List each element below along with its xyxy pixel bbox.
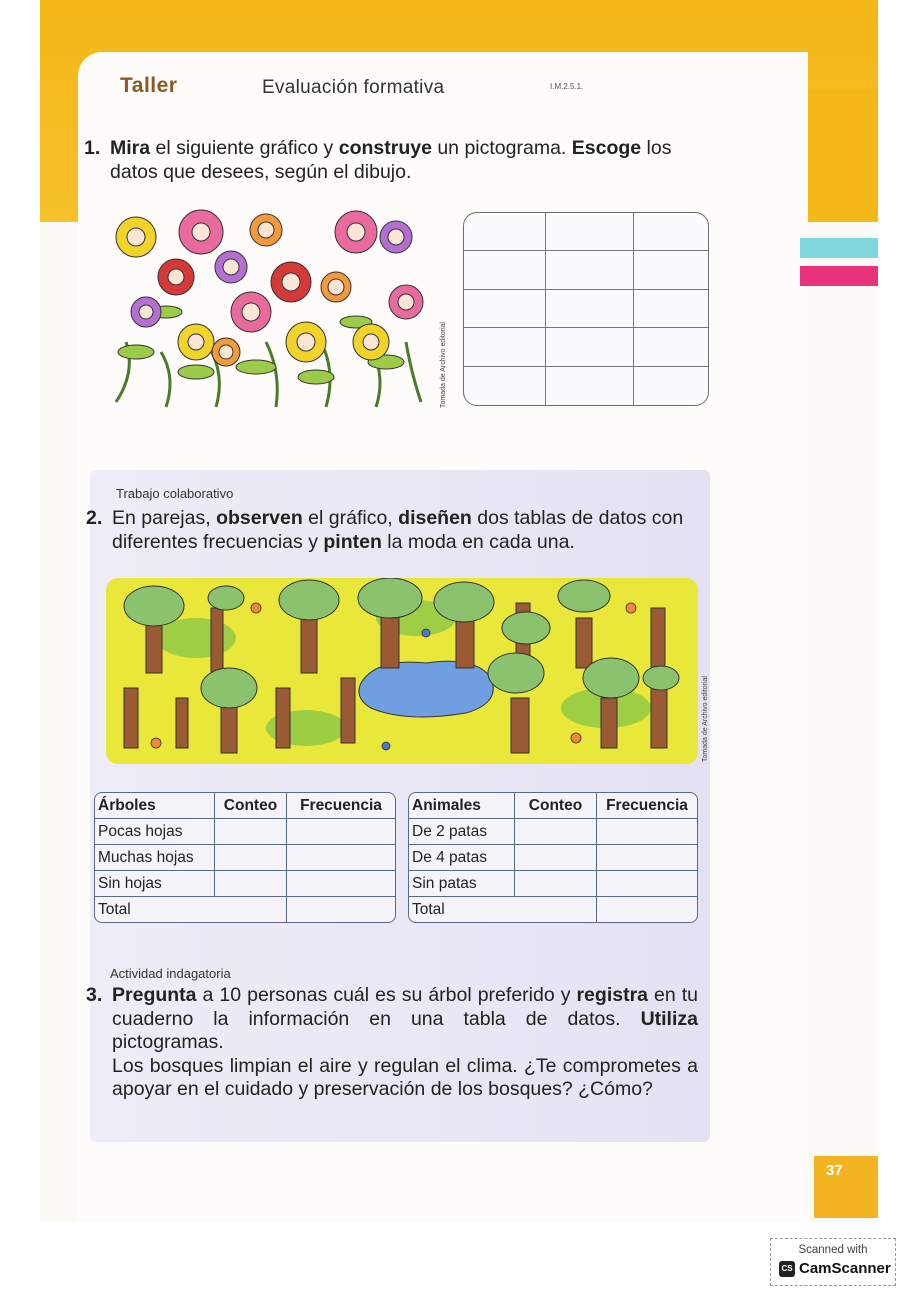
table-header: Conteo: [215, 793, 287, 819]
row-label: Sin patas: [409, 871, 515, 897]
grid-cell[interactable]: [464, 328, 546, 366]
table-row: [95, 819, 395, 845]
table-total-row: [95, 897, 395, 922]
grid-cell[interactable]: [546, 290, 634, 328]
grid-cell[interactable]: [546, 328, 634, 366]
cyan-side-tab: [800, 238, 878, 258]
tally-cell[interactable]: [515, 871, 597, 897]
total-label: Total: [95, 897, 287, 922]
table-header: Frecuencia: [287, 793, 395, 819]
pink-side-tab: [800, 266, 878, 286]
right-yellow-strip: [808, 90, 878, 222]
table-header: Animales: [409, 793, 515, 819]
section-label-collaborative: Trabajo colaborativo: [116, 486, 234, 501]
tally-cell[interactable]: [215, 871, 287, 897]
grid-cell[interactable]: [634, 251, 708, 289]
image-credit: Tomada de Archivo editorial: [440, 322, 447, 408]
grid-cell[interactable]: [546, 213, 634, 251]
tally-cell[interactable]: [515, 845, 597, 871]
frequency-cell[interactable]: [287, 871, 395, 897]
animals-table: [408, 792, 698, 923]
table-header: Conteo: [515, 793, 597, 819]
grid-cell[interactable]: [464, 367, 546, 405]
trees-table: [94, 792, 396, 923]
table-header-row: [409, 793, 697, 819]
row-label: De 2 patas: [409, 819, 515, 845]
row-label: Sin hojas: [95, 871, 215, 897]
tab-evaluacion-label: Evaluación formativa: [262, 77, 445, 98]
row-label: Muchas hojas: [95, 845, 215, 871]
frequency-cell[interactable]: [597, 845, 697, 871]
grid-cell[interactable]: [546, 367, 634, 405]
forest-illustration: [106, 578, 698, 764]
frequency-cell[interactable]: [597, 871, 697, 897]
grid-cell[interactable]: [634, 367, 708, 405]
pictogram-grid[interactable]: [463, 212, 709, 406]
reflection-text: Los bosques limpian el aire y regulan el clima. ¿Te comprometes a apoyar en el cuidado y preservación de los bosques? ¿Cómo?: [112, 1054, 698, 1100]
table-row: [409, 871, 697, 897]
question-number: 2.: [86, 507, 103, 529]
grid-cell[interactable]: [634, 328, 708, 366]
grid-cell[interactable]: [546, 251, 634, 289]
total-frequency-cell[interactable]: [287, 897, 395, 922]
row-label: Pocas hojas: [95, 819, 215, 845]
total-frequency-cell[interactable]: [597, 897, 697, 922]
tally-cell[interactable]: [515, 819, 597, 845]
grid-cell[interactable]: [464, 290, 546, 328]
question-number: 1.: [84, 137, 101, 159]
table-row: [95, 871, 395, 897]
section-label-research: Actividad indagatoria: [110, 966, 231, 981]
page-number-tab: [814, 1156, 878, 1218]
row-label: De 4 patas: [409, 845, 515, 871]
table-row: [409, 845, 697, 871]
grid-cell[interactable]: [634, 290, 708, 328]
camscanner-logo-icon: CS: [779, 1261, 795, 1277]
table-header: Árboles: [95, 793, 215, 819]
table-row: [95, 845, 395, 871]
table-total-row: [409, 897, 697, 922]
total-label: Total: [409, 897, 597, 922]
frequency-cell[interactable]: [287, 845, 395, 871]
scanned-with-label: Scanned with: [798, 1244, 868, 1256]
tally-cell[interactable]: [215, 845, 287, 871]
question-number: 3.: [86, 984, 103, 1006]
question-1: [84, 136, 724, 184]
frequency-cell[interactable]: [287, 819, 395, 845]
frequency-cell[interactable]: [597, 819, 697, 845]
page-number: 37: [826, 1162, 843, 1179]
skill-code: I.M.2.5.1.: [550, 82, 584, 91]
forest-image-credit: Tomada de Archivo editorial: [702, 676, 709, 762]
camscanner-name: CamScanner: [799, 1260, 891, 1277]
question-text: En parejas, observen el gráfico, diseñen dos tablas de datos con diferentes frecuencias y pinten la moda en cada una.: [112, 507, 684, 553]
question-2: [86, 506, 706, 554]
tab-taller-label: Taller: [120, 74, 178, 97]
camscanner-watermark: [770, 1238, 896, 1286]
table-header-row: [95, 793, 395, 819]
tally-cell[interactable]: [215, 819, 287, 845]
grid-cell[interactable]: [634, 213, 708, 251]
question-text: Pregunta a 10 personas cuál es su árbol preferido y registra en tu cuaderno la información en una tabla de datos. Utiliza pictogramas.: [112, 984, 698, 1053]
table-row: [409, 819, 697, 845]
table-header: Frecuencia: [597, 793, 697, 819]
flowers-illustration: [106, 202, 436, 412]
grid-cell[interactable]: [464, 251, 546, 289]
question-3: [86, 984, 698, 1102]
grid-cell[interactable]: [464, 213, 546, 251]
question-text: Mira el siguiente gráfico y construye un pictograma. Escoge los datos que desees, según el dibujo.: [110, 137, 672, 183]
